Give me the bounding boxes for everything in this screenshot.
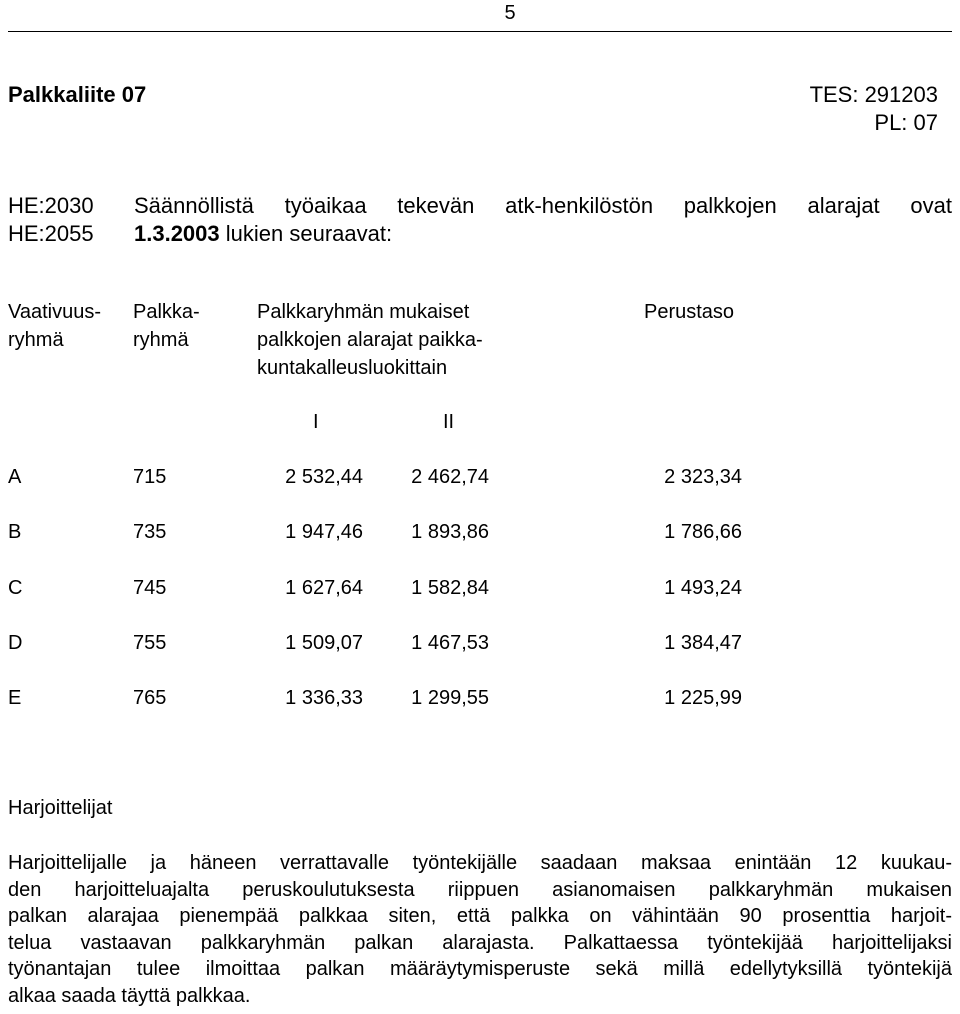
row-code: 715	[133, 466, 167, 488]
sub-header-ii: II	[443, 411, 455, 433]
col-header-palkka: Palkka- ryhmä	[133, 301, 200, 351]
paragraph-line: alkaa saada täyttä palkkaa.	[8, 984, 251, 1007]
row-value-i: 1 509,07	[285, 632, 363, 654]
trainees-heading: Harjoittelijat	[8, 797, 113, 819]
row-value-ii: 1 299,55	[411, 687, 489, 709]
paragraph-line: telua vastaavan palkkaryhmän palkan alarajasta. Palkattaessa työntekijää harjoittelijaksi	[8, 931, 952, 954]
he-code-1: HE:2030	[8, 193, 94, 218]
table-row	[0, 519, 960, 545]
row-value-base: 2 323,34	[664, 466, 742, 488]
col-header-perustaso: Perustaso	[644, 301, 735, 323]
row-value-base: 1 493,24	[664, 577, 742, 599]
row-group: A	[8, 466, 22, 488]
table-row	[0, 630, 960, 656]
row-value-base: 1 225,99	[664, 687, 742, 709]
effective-date: 1.3.2003	[134, 221, 220, 246]
row-group: E	[8, 687, 22, 709]
table-row	[0, 464, 960, 490]
row-code: 735	[133, 521, 167, 543]
pl-code: PL: 07	[874, 110, 938, 135]
intro-line-1: Säännöllistä työaikaa tekevän atk-henkilöstön palkkojen alarajat ovat	[134, 193, 952, 218]
header-rule	[8, 31, 952, 32]
paragraph-line: palkan alarajaa pienempää palkkaa siten, että palkka on vähintään 90 prosenttia harjoit-	[8, 905, 952, 928]
tes-code: TES: 291203	[809, 82, 938, 107]
table-row	[0, 575, 960, 601]
row-value-base: 1 786,66	[664, 521, 742, 543]
col-header-vaativuus: Vaativuus- ryhmä	[8, 301, 102, 351]
row-value-base: 1 384,47	[664, 632, 742, 654]
row-group: B	[8, 521, 22, 543]
paragraph-line: den harjoitteluajalta peruskoulutuksesta riippuen asianomaisen palkkaryhmän mukaisen	[8, 878, 952, 901]
trainees-paragraph	[8, 850, 952, 1010]
intro-line-2-rest: lukien seuraavat:	[219, 221, 393, 246]
document-title: Palkkaliite 07	[8, 82, 147, 107]
row-value-i: 1 627,64	[285, 577, 363, 599]
table-row	[0, 685, 960, 711]
row-value-ii: 1 467,53	[411, 632, 489, 654]
he-code-2: HE:2055	[8, 221, 94, 246]
row-value-i: 1 336,33	[285, 687, 363, 709]
row-code: 755	[133, 632, 167, 654]
row-value-ii: 1 893,86	[411, 521, 489, 543]
row-group: D	[8, 632, 23, 654]
paragraph-line: Harjoittelijalle ja häneen verrattavalle työntekijälle saadaan maksaa enintään 12 kuukau-	[8, 852, 952, 874]
intro-line-2	[134, 219, 392, 248]
row-value-ii: 1 582,84	[411, 577, 489, 599]
row-group: C	[8, 577, 23, 599]
page-number: 5	[504, 2, 516, 24]
col-header-mukaiset: Palkkaryhmän mukaiset palkkojen alarajat paikka- kuntakalleusluokittain	[257, 301, 483, 379]
paragraph-line: työnantajan tulee ilmoittaa palkan määräytymisperuste sekä millä edellytyksillä työntekijä	[8, 958, 952, 981]
row-code: 745	[133, 577, 167, 599]
row-value-i: 2 532,44	[285, 466, 363, 488]
row-value-ii: 2 462,74	[411, 466, 489, 488]
row-value-i: 1 947,46	[285, 521, 363, 543]
row-code: 765	[133, 687, 167, 709]
sub-header-i: I	[313, 411, 319, 433]
